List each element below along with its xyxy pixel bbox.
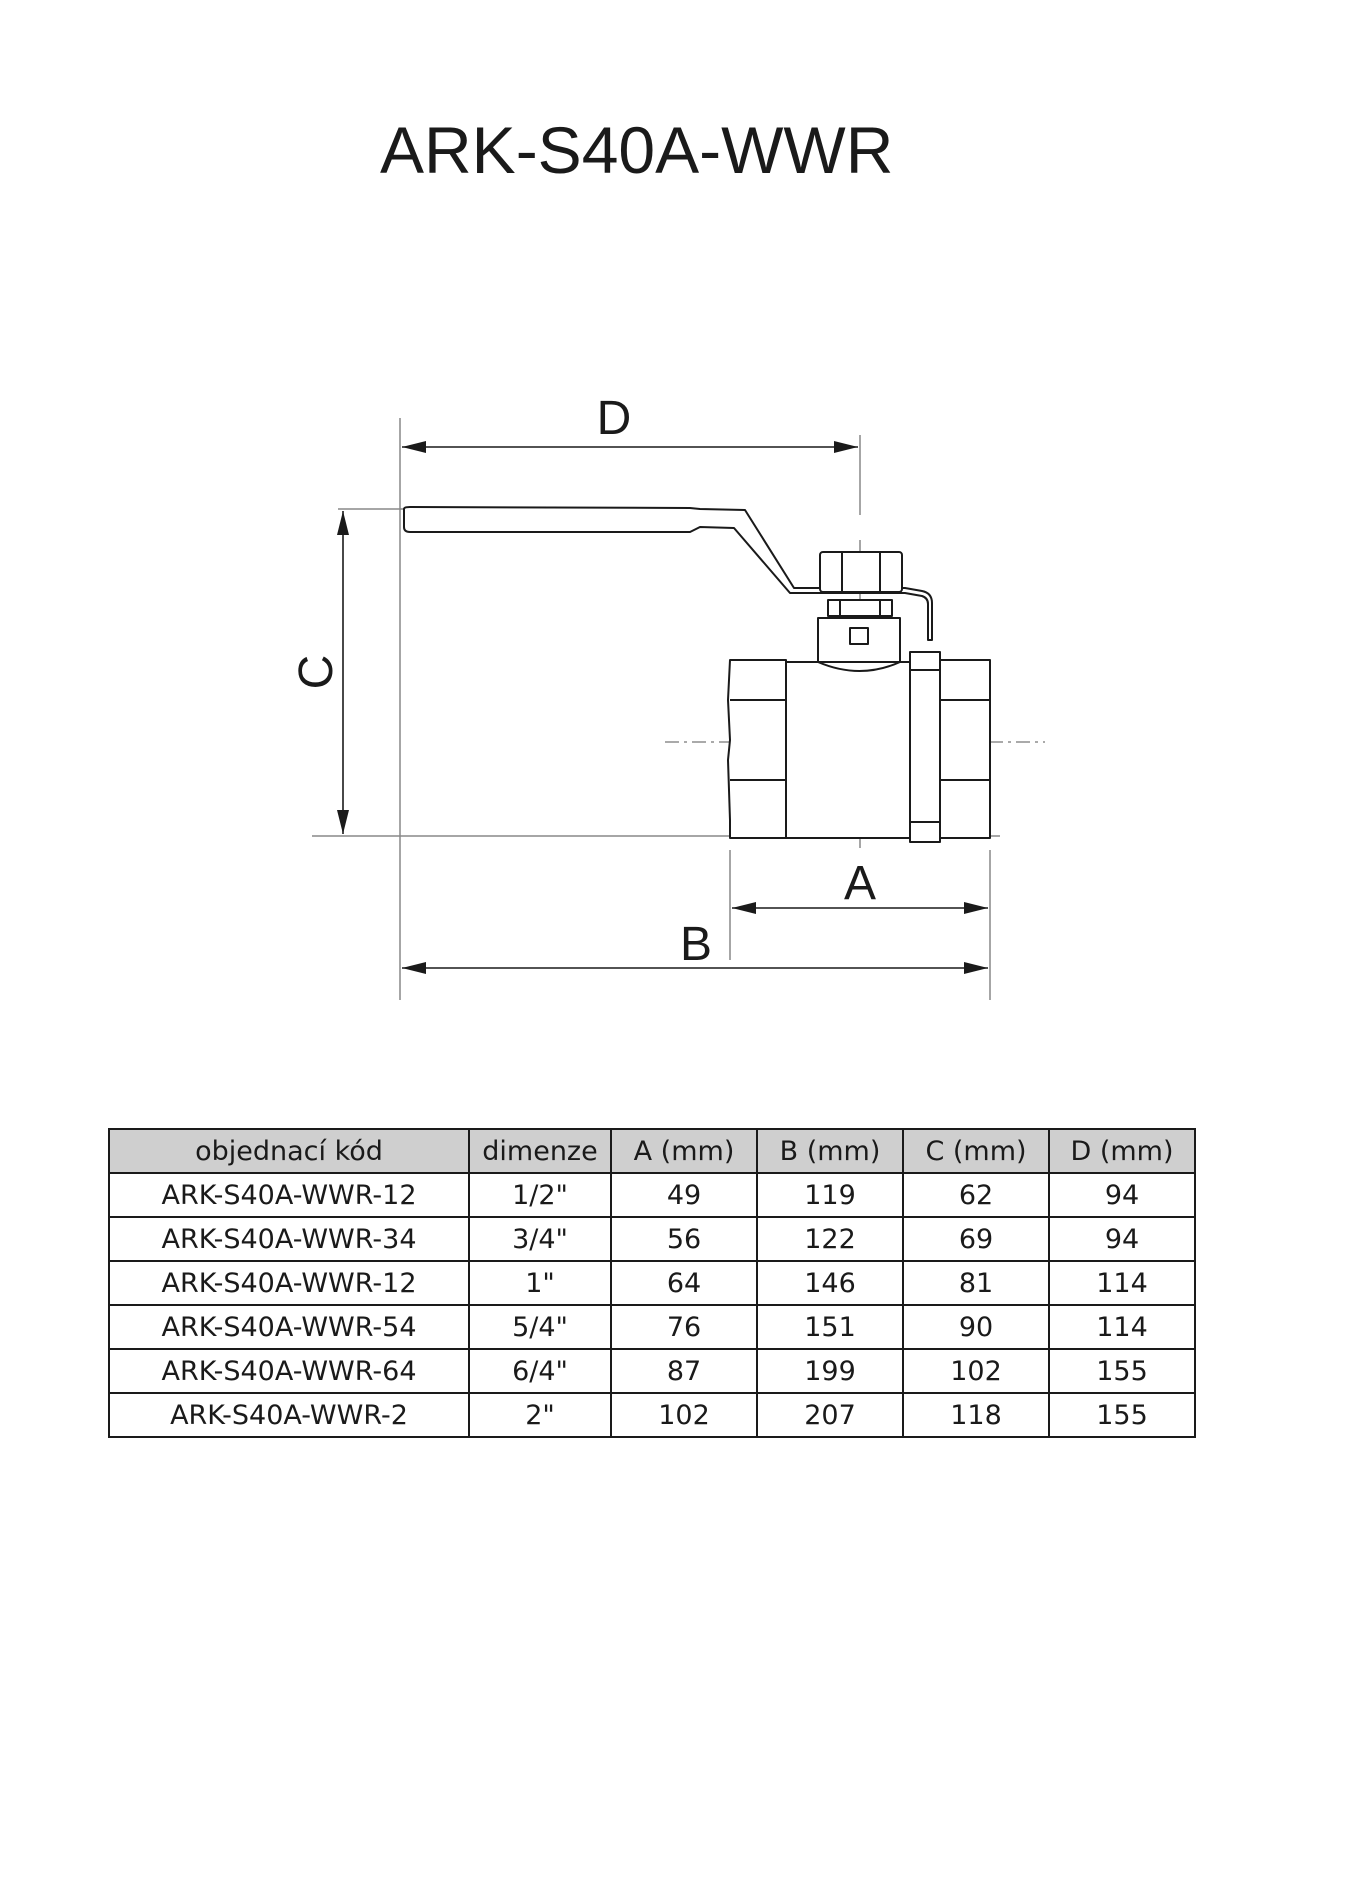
stem-washer (828, 600, 892, 616)
cell-a: 56 (611, 1217, 757, 1261)
cell-c: 69 (903, 1217, 1049, 1261)
table-row (109, 1349, 1195, 1393)
cell-c: 62 (903, 1173, 1049, 1217)
cell-d: 114 (1049, 1261, 1195, 1305)
cell-dimension: 2" (469, 1393, 611, 1437)
left-hex-port (728, 660, 786, 838)
cell-b: 122 (757, 1217, 903, 1261)
cell-d: 155 (1049, 1393, 1195, 1437)
header-dimension: dimenze (469, 1129, 611, 1173)
right-hex-port (940, 660, 990, 838)
cell-d: 155 (1049, 1349, 1195, 1393)
header-d: D (mm) (1049, 1129, 1195, 1173)
cell-order-code: ARK-S40A-WWR-12 (109, 1173, 469, 1217)
cell-order-code: ARK-S40A-WWR-34 (109, 1217, 469, 1261)
table-row (109, 1393, 1195, 1437)
cell-c: 90 (903, 1305, 1049, 1349)
table-row (109, 1305, 1195, 1349)
union-ring (910, 652, 940, 842)
cell-a: 76 (611, 1305, 757, 1349)
dimension-d-label: D (596, 392, 632, 445)
cell-a: 64 (611, 1261, 757, 1305)
cell-d: 114 (1049, 1305, 1195, 1349)
cell-dimension: 1" (469, 1261, 611, 1305)
dimension-c-label: C (290, 654, 343, 690)
header-b: B (mm) (757, 1129, 903, 1173)
header-order-code: objednací kód (109, 1129, 469, 1173)
page-title: ARK-S40A-WWR (380, 113, 894, 187)
stem-nut (820, 552, 902, 592)
cell-order-code: ARK-S40A-WWR-54 (109, 1305, 469, 1349)
table-row (109, 1217, 1195, 1261)
cell-dimension: 6/4" (469, 1349, 611, 1393)
cell-a: 102 (611, 1393, 757, 1437)
central-body (786, 662, 910, 838)
cell-b: 207 (757, 1393, 903, 1437)
cell-a: 49 (611, 1173, 757, 1217)
cell-b: 199 (757, 1349, 903, 1393)
cell-order-code: ARK-S40A-WWR-64 (109, 1349, 469, 1393)
header-a: A (mm) (611, 1129, 757, 1173)
valve-body (404, 507, 990, 842)
cell-dimension: 5/4" (469, 1305, 611, 1349)
cell-b: 146 (757, 1261, 903, 1305)
cell-b: 119 (757, 1173, 903, 1217)
cell-b: 151 (757, 1305, 903, 1349)
table-header-row (109, 1129, 1195, 1173)
table-row (109, 1261, 1195, 1305)
cell-order-code: ARK-S40A-WWR-12 (109, 1261, 469, 1305)
dimension-a-label: A (843, 857, 877, 910)
header-c: C (mm) (903, 1129, 1049, 1173)
cell-d: 94 (1049, 1217, 1195, 1261)
table-row (109, 1173, 1195, 1217)
cell-a: 87 (611, 1349, 757, 1393)
cell-dimension: 1/2" (469, 1173, 611, 1217)
dimension-b-label: B (679, 918, 713, 971)
cell-c: 102 (903, 1349, 1049, 1393)
cell-c: 118 (903, 1393, 1049, 1437)
cell-dimension: 3/4" (469, 1217, 611, 1261)
dimensions-table (108, 1128, 1196, 1438)
cell-order-code: ARK-S40A-WWR-2 (109, 1393, 469, 1437)
cell-d: 94 (1049, 1173, 1195, 1217)
cell-c: 81 (903, 1261, 1049, 1305)
